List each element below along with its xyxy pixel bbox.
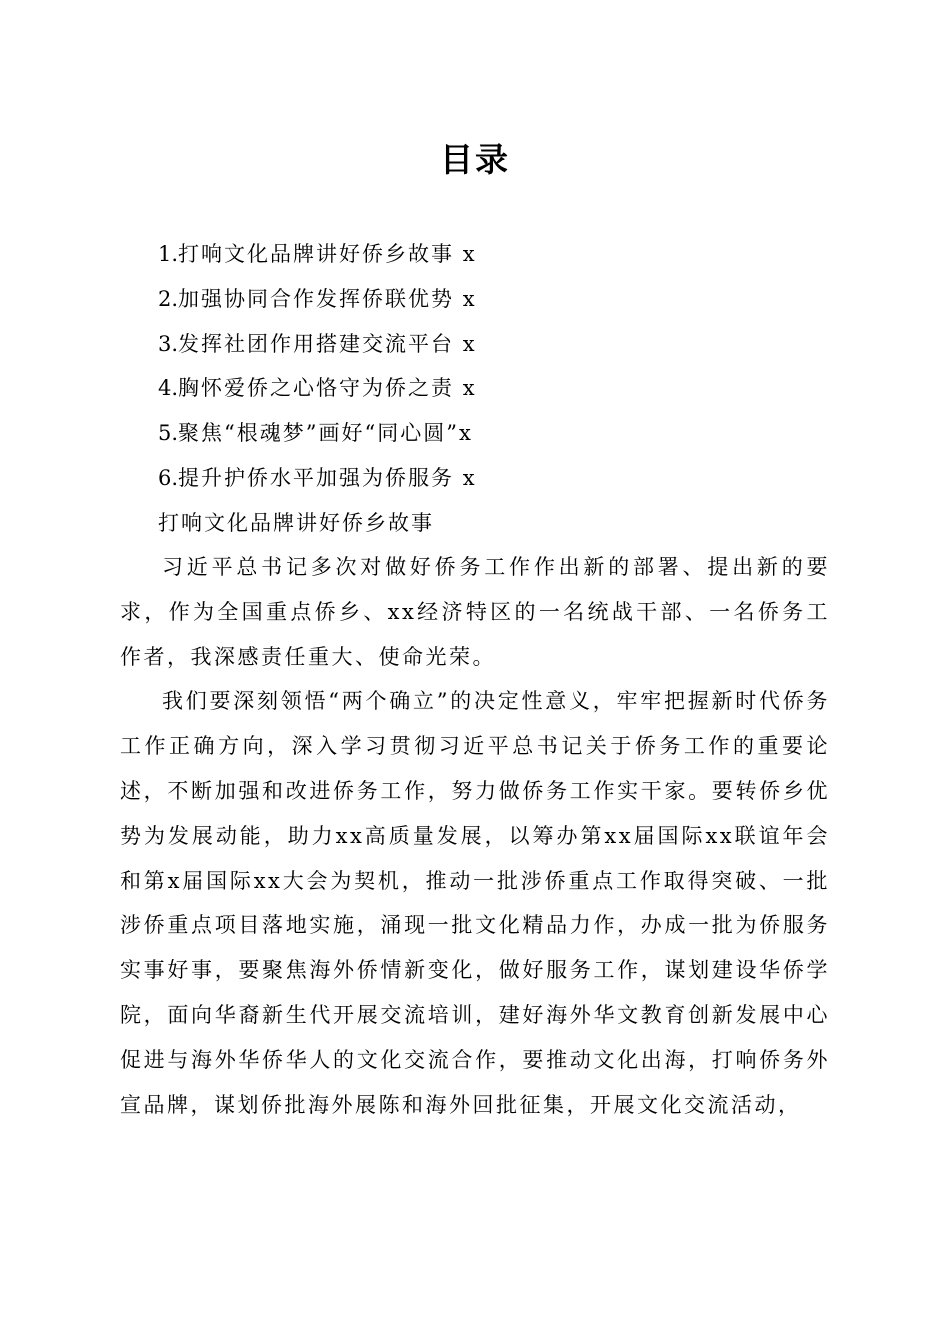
- body-text: [120, 545, 830, 1127]
- toc-item-label: 打响文化品牌讲好侨乡故事 x: [178, 242, 477, 266]
- toc-item-label: 发挥社团作用搭建交流平台 x: [178, 331, 477, 356]
- section-heading: 打响文化品牌讲好侨乡故事: [158, 511, 434, 535]
- table-of-contents: [158, 232, 477, 501]
- toc-item-number: 2.: [158, 286, 179, 311]
- toc-item-number: 3.: [158, 331, 179, 356]
- paragraph-1: 习近平总书记多次对做好侨务工作作出新的部署、提出新的要求，作为全国重点侨乡、xx经济特区的一名统战干部、一名侨务工作者，我深感责任重大、使命光荣。: [120, 555, 830, 669]
- toc-item-label: 加强协同合作发挥侨联优势 x: [178, 286, 477, 311]
- toc-item-5: [158, 411, 477, 456]
- toc-item-number: 1.: [158, 242, 179, 266]
- toc-item-label: 聚焦“根魂梦”画好“同心圆”x: [178, 421, 473, 446]
- toc-item-number: 5.: [158, 421, 179, 446]
- toc-item-4: [158, 366, 477, 411]
- toc-item-number: 4.: [158, 376, 179, 401]
- toc-item-number: 6.: [158, 465, 179, 490]
- toc-item-6: [158, 456, 477, 501]
- toc-item-label: 提升护侨水平加强为侨服务 x: [178, 465, 477, 490]
- toc-item-label: 胸怀爱侨之心恪守为侨之责 x: [178, 376, 477, 401]
- paragraph-2: 我们要深刻领悟“两个确立”的决定性意义，牢牢把握新时代侨务工作正确方向，深入学习贯彻习近平总书记关于侨务工作的重要论述，不断加强和改进侨务工作，努力做侨务工作实干家。要转侨乡优势为发展动能，助力xx高质量发展，以筹办第xx届国际xx联谊年会和第x届国际xx大会为契机，推动一批涉侨重点工作取得突破、一批涉侨重点项目落地实施，涌现一批文化精品力作，办成一批为侨服务实事好事，要聚焦海外侨情新变化，做好服务工作，谋划建设华侨学院，面向华裔新生代开展交流培训，建好海外华文教育创新发展中心促进与海外华侨华人的文化交流合作，要推动文化出海，打响侨务外宣品牌，谋划侨批海外展陈和海外回批征集，开展文化交流活动，: [120, 689, 830, 1117]
- toc-item-3: [158, 322, 477, 367]
- page-title: 目录: [440, 140, 510, 179]
- toc-item-1: [158, 232, 477, 277]
- toc-item-2: [158, 277, 477, 322]
